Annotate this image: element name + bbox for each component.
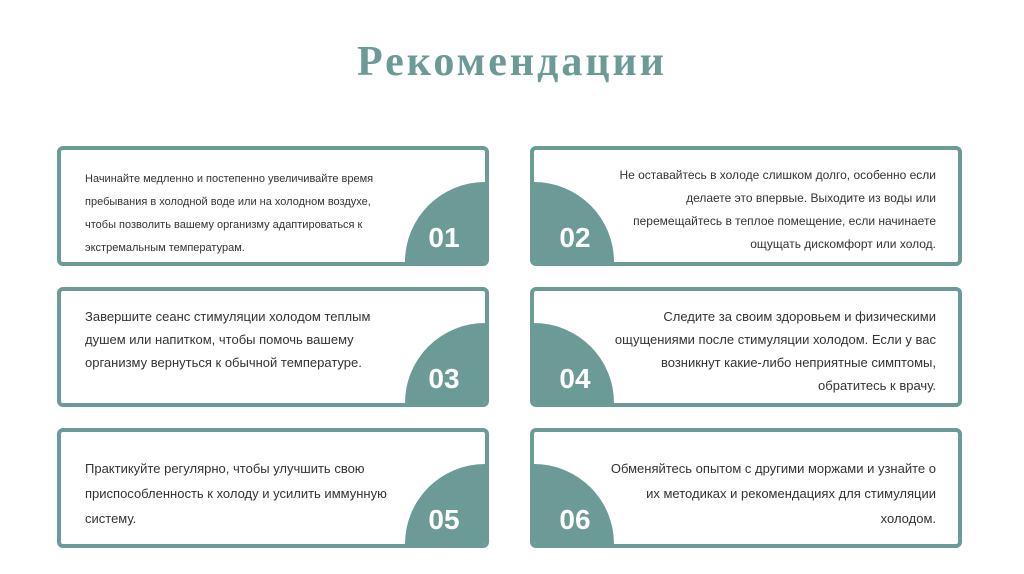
recommendation-card-03 — [57, 287, 489, 407]
card-text: Завершите сеанс стимуляции холодом теплым душем или напитком, чтобы помочь вашему организму вернуться к обычной температуре. — [85, 309, 371, 370]
recommendation-card-05 — [57, 428, 489, 548]
recommendation-card-06 — [530, 428, 962, 548]
card-text: Обменяйтесь опытом с другими моржами и узнайте о их методиках и рекомендациях для стимуляции холодом. — [610, 461, 936, 526]
recommendation-card-04 — [530, 287, 962, 407]
recommendation-card-01 — [57, 146, 489, 266]
card-number: 04 — [559, 363, 591, 394]
card-text: Не оставайтесь в холоде слишком долго, особенно если делаете это впервые. Выходите из воды или перемещайтесь в теплое помещение, если начинаете ощущать дискомфорт или холод. — [619, 168, 936, 251]
card-number: 01 — [428, 222, 460, 253]
card-text: Начинайте медленно и постепенно увеличивайте время пребывания в холодной воде или на холодном воздухе, чтобы позволить вашему организму адаптироваться к экстремальным температурам. — [85, 173, 374, 254]
card-number: 02 — [559, 222, 591, 253]
card-text: Следите за своим здоровьем и физическими ощущениями после стимуляции холодом. Если у вас возникнут какие-либо неприятные симптомы, обратитесь к врачу. — [614, 309, 936, 393]
card-number: 06 — [559, 504, 591, 535]
card-number: 03 — [428, 363, 460, 394]
card-number: 05 — [428, 504, 460, 535]
card-text: Практикуйте регулярно, чтобы улучшить свою приспособленность к холоду и усилить иммунную систему. — [85, 461, 387, 526]
page-title: Рекомендации — [357, 39, 667, 85]
recommendation-card-02 — [530, 146, 962, 266]
